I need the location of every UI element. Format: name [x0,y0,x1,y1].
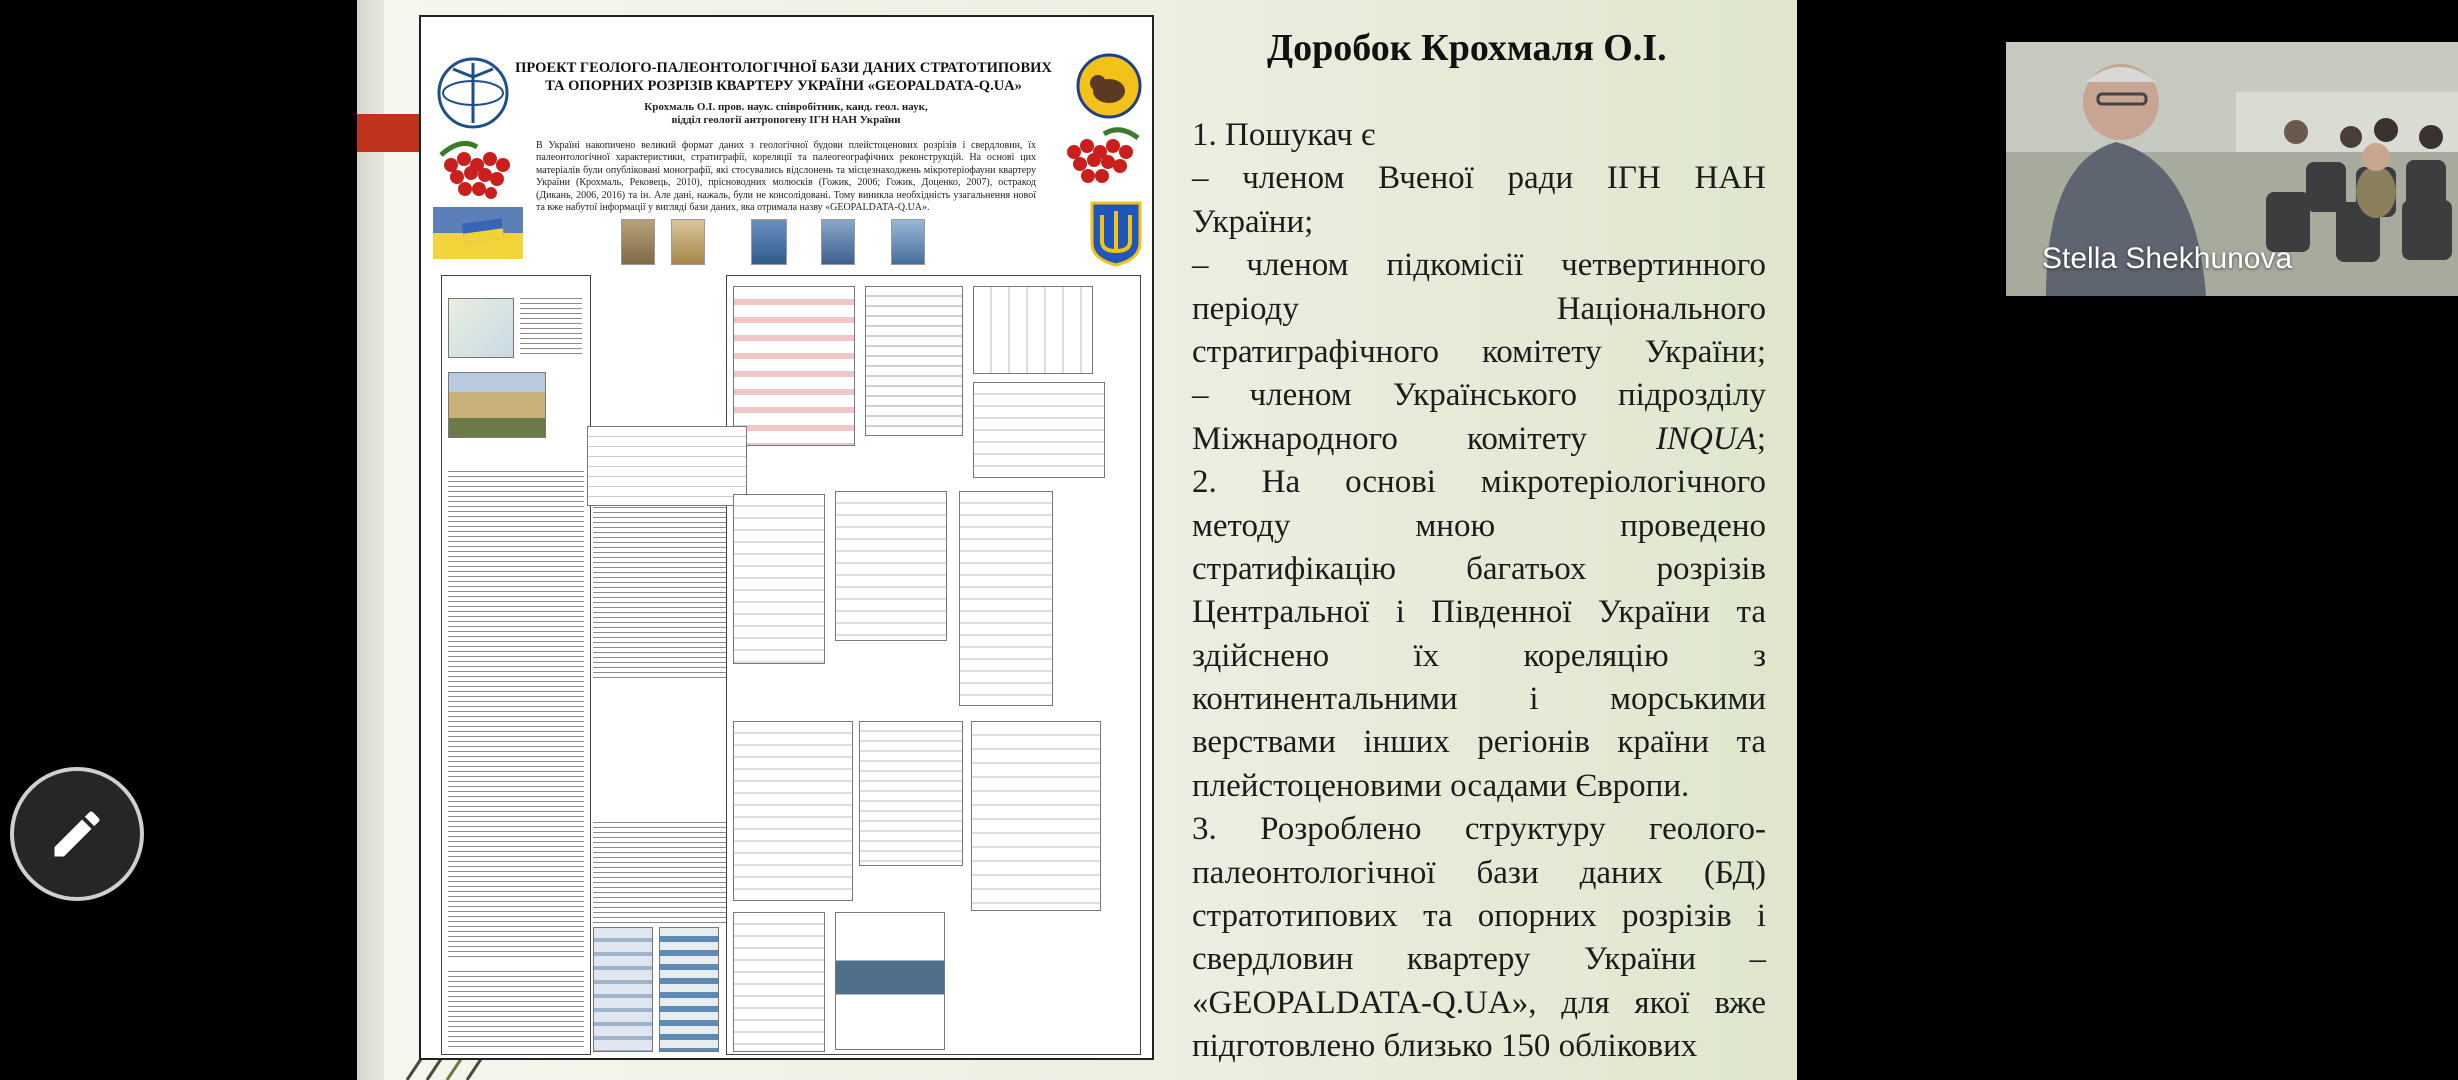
edit-annotation-button[interactable] [10,767,144,901]
slide-text-line: 2. На основі мікротеріологічного [1192,464,1766,501]
poster-author-line-2: відділ геології антропогену ІГН НАН України [671,114,901,126]
institute-logo-icon [435,55,511,131]
poster-middle-text [593,822,733,927]
diagram-box [973,286,1093,374]
poster-author-line-1: Крохмаль О.І. пров. наук. співробітник, канд. геол. наук, [644,101,928,113]
poster-left-panel [441,275,591,1055]
table-block [448,971,584,1051]
slide-text-line: «GEOPALDATA-Q.UA», для якої вже [1192,984,1766,1021]
slide-text-line: Центральної і Південної України та [1192,594,1766,631]
poster-title-line-2: ТА ОПОРНИХ РОЗРІЗІВ КВАРТЕРУ УКРАЇНИ «GEOPALDATA-Q.UA» [545,78,1022,94]
slide-title: Доробок Крохмаля О.І. [1267,27,1667,69]
column-chart [659,927,719,1052]
slide-text-line: – членом підкомісії четвертинного [1192,247,1766,284]
diagram-box [959,491,1053,706]
poster-intro-text: В Україні накопичено великий формат даних з геологічної будови плейстоценових розрізів і свердловин, їх палеонтологічної характеристики, стратиграфії, кореляції та палеогеографічних реконструкцій. На основі цих матеріалів були опубліковані монографії, які стосувались відслонень та місцезнаходжень мікротеріофауни квартеру України (Крохмаль, Рековець, 2010), прісноводних молюсків (Гожик, 2006; Гожик, Доценко, 2007), остракод (Дикань, 2006, 2016) та ін. Але дані, нажаль, були не консолідовані. Тому виникла необхідність узагальнення нової та вже набутої інформації у вигляді бази даних, яка отримала назву «GEOPALDATA-Q.UA». [536,140,1036,214]
slide-text-line: стратиграфічного комітету України; [1192,333,1766,370]
poster-image [419,15,1154,1060]
slide-text-line: плейстоценовими осадами Європи. [1192,767,1690,804]
diagram-box [865,286,963,436]
diagram-box [587,426,747,506]
slide-text-line: палеонтологічної бази даних (БД) [1192,854,1766,891]
slide-text-line: стратифікацію багатьох розрізів [1192,550,1766,587]
slide-text-line: Міжнародного комітету INQUA; [1192,420,1766,457]
diagram-box [971,721,1101,911]
ukraine-flag-icon [433,207,523,259]
book-cover [821,219,855,265]
text-block [520,298,582,358]
diagram-box [733,912,825,1052]
poster-author [571,101,1001,127]
slide-text-line: континентальними і морськими [1192,681,1766,718]
poster-title [511,59,1056,95]
poster-title-line-1: ПРОЕКТ ГЕОЛОГО-ПАЛЕОНТОЛОГІЧНОЇ БАЗИ ДАНИХ СТРАТОТИПОВИХ [515,60,1052,76]
mammoth-emblem-icon [1076,53,1142,119]
viburnum-berries-right-icon [1054,122,1146,194]
column-chart [593,927,653,1052]
poster-middle-text [593,507,733,682]
slide-text-line: підготовлено близько 150 облікових [1192,1028,1698,1065]
slide-text-line: верствами інших регіонів країни та [1192,724,1766,761]
book-cover [621,219,655,265]
book-cover [671,219,705,265]
poster-diagrams-panel [726,275,1141,1055]
participant-name-label: Stella Shekhunova [2042,242,2293,275]
book-cover [751,219,787,265]
map-thumbnail [448,298,514,358]
slide-text-line: 3. Розроблено структуру геолого- [1192,811,1766,848]
pencil-icon [47,804,107,864]
presentation-slide [357,0,2293,1080]
trident-emblem-icon [1086,197,1146,269]
diagram-box [859,721,963,866]
slide-text-line: стратотипових та опорних розрізів і [1192,898,1766,935]
slide-text-line: періоду Національного [1192,290,1766,327]
slide-left-strip [357,0,384,1080]
participant-video-tile[interactable] [2006,42,2458,296]
slide-text-line: – членом Українського підрозділу [1192,377,1766,414]
slide-text-line: здійснено їх кореляцію з [1192,637,1766,674]
slide-text-line: методу мною проведено [1192,507,1766,544]
slide-body-text [1192,114,1766,1069]
cliff-photo [448,372,546,438]
viburnum-berries-left-icon [431,135,523,207]
book-cover [891,219,925,265]
diagram-box [835,491,947,641]
slide-text-line: свердловин квартеру України – [1192,941,1766,978]
slide-text-line: – членом Вченої ради ІГН НАН [1192,160,1766,197]
diagram-box [733,494,825,664]
table-block [448,471,584,961]
slide-text-line: України; [1192,203,1314,240]
diagram-box [733,721,853,901]
diagram-box [973,382,1105,478]
diagram-box [835,912,945,1050]
diagram-box [733,286,855,446]
slide-red-accent [357,114,419,152]
slide-text-line: 1. Пошукач є [1192,117,1376,153]
